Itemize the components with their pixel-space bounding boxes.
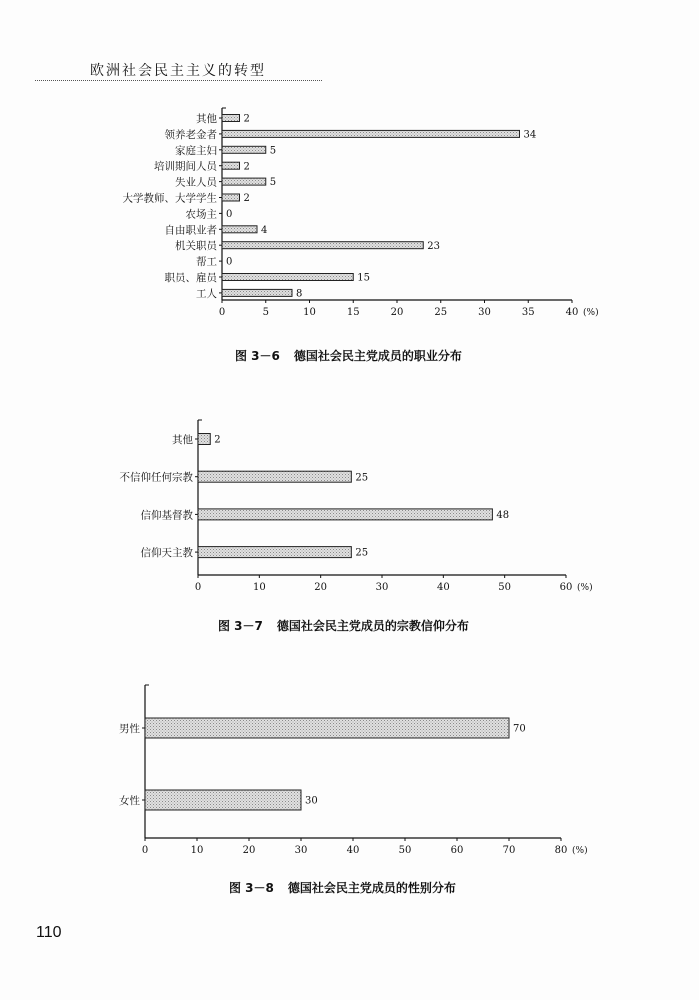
chart-occupation xyxy=(123,108,599,318)
x-tick-label: 60 xyxy=(450,845,464,856)
value-label: 2 xyxy=(243,161,250,173)
x-tick-label: 50 xyxy=(398,845,412,856)
bar xyxy=(222,289,292,296)
category-label: 其他 xyxy=(172,433,193,446)
x-tick-label: 70 xyxy=(502,845,516,856)
bar xyxy=(145,718,509,738)
category-label: 机关职员 xyxy=(175,240,217,253)
figure-title: 德国社会民主党成员的职业分布 xyxy=(293,349,462,363)
value-label: 48 xyxy=(496,510,510,521)
bar xyxy=(145,790,301,810)
category-label: 领养老金者 xyxy=(164,128,217,141)
figure-title: 德国社会民主党成员的宗教信仰分布 xyxy=(276,619,469,633)
category-label: 信仰天主教 xyxy=(140,547,193,560)
x-tick-label: 0 xyxy=(141,845,149,856)
figure-number: 图 3－8 xyxy=(229,881,274,895)
x-unit-label: (%) xyxy=(583,308,599,318)
x-unit-label: (%) xyxy=(572,846,588,856)
x-tick-label: 30 xyxy=(294,845,308,856)
category-label: 大学教师、大学学生 xyxy=(122,192,217,205)
category-label: 职员、雇员 xyxy=(164,271,217,284)
x-tick-label: 20 xyxy=(242,845,256,856)
bar xyxy=(222,242,423,249)
category-label: 农场主 xyxy=(185,208,217,221)
figure-number: 图 3－6 xyxy=(235,349,280,363)
running-header: 欧洲社会民主主义的转型 xyxy=(90,63,266,79)
x-tick-label: 25 xyxy=(434,307,448,318)
category-label: 失业人员 xyxy=(175,176,217,189)
value-label: 23 xyxy=(427,240,440,252)
x-tick-label: 20 xyxy=(390,307,404,318)
x-tick-label: 50 xyxy=(498,582,512,593)
value-label: 30 xyxy=(305,795,318,807)
bar xyxy=(222,178,266,185)
x-unit-label: (%) xyxy=(577,583,593,593)
figure-title: 德国社会民主党成员的性别分布 xyxy=(287,881,456,895)
value-label: 25 xyxy=(355,547,369,559)
x-tick-label: 0 xyxy=(218,307,226,318)
figure-caption-gender xyxy=(229,879,456,896)
bar xyxy=(222,162,240,169)
value-label: 5 xyxy=(269,177,277,189)
x-tick-label: 60 xyxy=(559,582,573,593)
bar xyxy=(222,274,353,281)
chart-religion xyxy=(120,420,593,593)
figure-caption-occupation xyxy=(235,347,462,364)
value-label: 2 xyxy=(243,113,250,125)
x-tick-label: 20 xyxy=(314,582,328,593)
category-label: 工人 xyxy=(196,287,217,300)
category-label: 信仰基督教 xyxy=(140,509,193,522)
figure-number: 图 3－7 xyxy=(218,619,263,633)
bar xyxy=(222,146,266,153)
x-tick-label: 10 xyxy=(303,307,316,318)
category-label: 家庭主妇 xyxy=(175,144,217,157)
bar xyxy=(222,115,240,122)
x-tick-label: 15 xyxy=(346,307,360,318)
bar xyxy=(222,130,520,137)
value-label: 0 xyxy=(226,209,233,220)
value-label: 34 xyxy=(523,129,537,141)
category-label: 其他 xyxy=(196,112,217,125)
page-number: 110 xyxy=(36,924,62,941)
value-label: 25 xyxy=(355,472,369,484)
chart-gender xyxy=(119,685,588,856)
category-label: 培训期间人员 xyxy=(154,160,217,173)
x-tick-label: 30 xyxy=(375,582,389,593)
x-tick-label: 40 xyxy=(565,307,579,318)
x-tick-label: 0 xyxy=(194,582,202,593)
x-tick-label: 5 xyxy=(262,307,269,318)
value-label: 0 xyxy=(226,256,233,268)
category-label: 不信仰任何宗教 xyxy=(119,471,193,484)
x-tick-label: 40 xyxy=(436,582,450,593)
x-tick-label: 80 xyxy=(554,845,568,856)
category-label: 男性 xyxy=(119,722,140,735)
category-label: 自由职业者 xyxy=(164,224,217,237)
value-label: 2 xyxy=(243,193,250,205)
value-label: 8 xyxy=(296,288,303,300)
x-tick-label: 10 xyxy=(252,582,266,593)
bar xyxy=(198,509,492,520)
x-tick-label: 40 xyxy=(346,845,360,856)
x-tick-label: 10 xyxy=(190,845,204,856)
bar xyxy=(198,434,210,445)
x-tick-label: 35 xyxy=(521,307,535,318)
category-label: 女性 xyxy=(119,794,140,807)
bar xyxy=(198,547,351,558)
bar xyxy=(222,194,240,201)
value-label: 4 xyxy=(261,224,268,236)
figure-caption-religion xyxy=(218,617,469,634)
bar xyxy=(198,471,351,482)
value-label: 2 xyxy=(214,434,221,446)
category-label: 帮工 xyxy=(196,256,217,269)
bar xyxy=(222,226,257,233)
value-label: 15 xyxy=(357,272,370,284)
x-tick-label: 30 xyxy=(478,307,491,318)
value-label: 70 xyxy=(513,723,526,735)
value-label: 5 xyxy=(269,145,277,157)
